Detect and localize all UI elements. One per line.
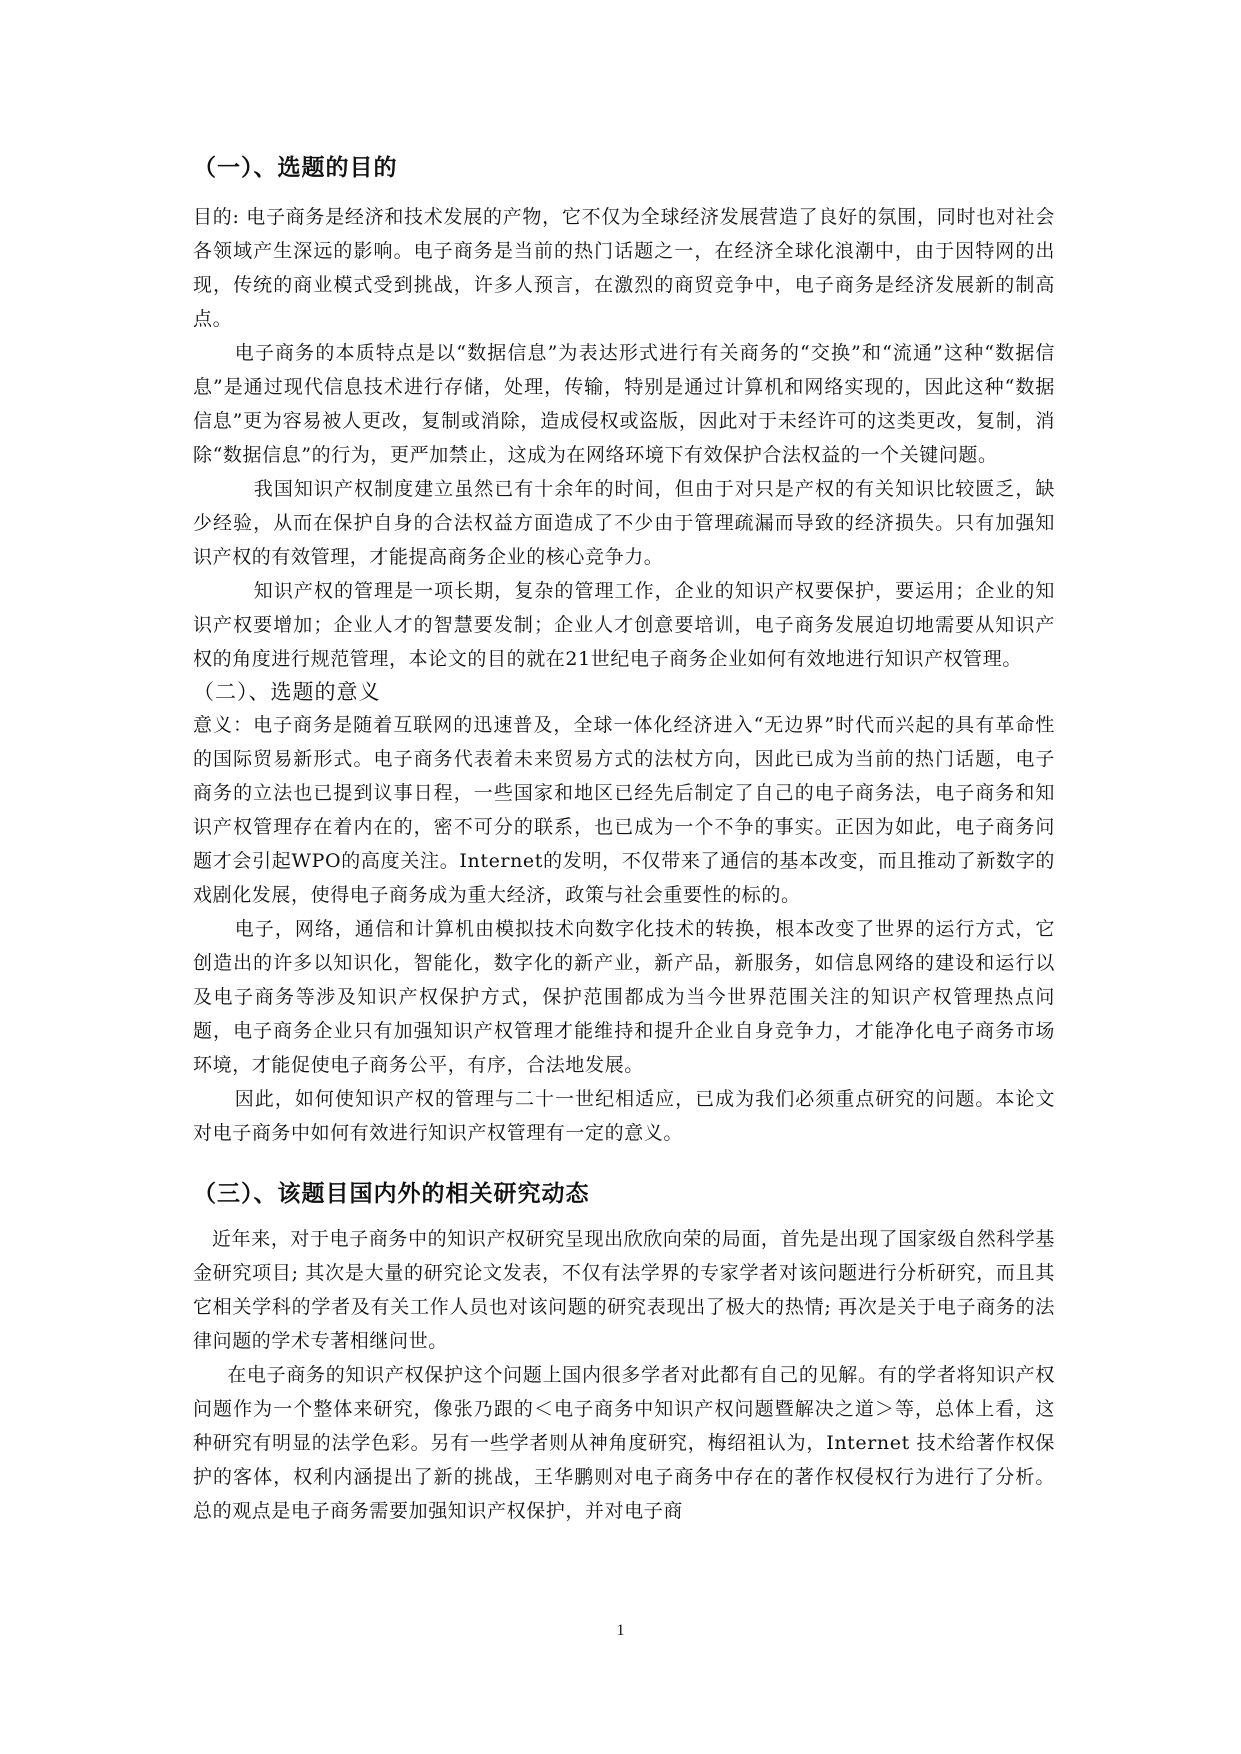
section-1-paragraph-4: 知识产权的管理是一项长期，复杂的管理工作，企业的知识产权要保护，要运用；企业的知识产权要增加；企业人才的智慧要发制；企业人才创意要培训，电子商务发展迫切地需要从知识产权的角度进行规范管理，本论文的目的就在21世纪电子商务企业如何有效地进行知识产权管理。 — [193, 580, 1055, 670]
section-2-paragraph-1: 意义：电子商务是随着互联网的迅速普及，全球一体化经济进入“无边界”时代而兴起的具有革命性的国际贸易新形式。电子商务代表着未来贸易方式的法杖方向，因此已成为当前的热门话题，电子商务的立法也已提到议事日程，一些国家和地区已经先后制定了自己的电子商务法，电子商务和知识产权管理存在着内在的，密不可分的联系，也已成为一个不争的事实。正因为如此，电子商务问题才会引起WPO的高度关注。Internet的发明，不仅带来了通信的基本改变，而且推动了新数字的戏剧化发展，使得电子商务成为重大经济，政策与社会重要性的标的。 — [193, 714, 1055, 906]
section-1-paragraph-1: 目的: 电子商务是经济和技术发展的产物，它不仅为全球经济发展营造了良好的氛围，同时也对社会各领域产生深远的影响。电子商务是当前的热门话题之一，在经济全球化浪潮中，由于因特网的出现，传统的商业模式受到挑战，许多人预言，在激烈的商贸竞争中，电子商务是经济发展新的制高点。 — [193, 206, 1055, 330]
page-number: 1 — [616, 1622, 625, 1639]
section-2-heading: （二）、选题的意义 — [193, 680, 381, 704]
page-content — [193, 150, 1055, 1528]
section-3-paragraph-1: 近年来，对于电子商务中的知识产权研究呈现出欣欣向荣的局面，首先是出现了国家级自然科学基金研究项目; 其次是大量的研究论文发表，不仅有法学界的专家学者对该问题进行分析研究，而且其它相关学科的学者及有关工作人员也对该问题的研究表现出了极大的热情; 再次是关于电子商务的法律问题的学术专著相继问世。 — [193, 1228, 1055, 1352]
section-1-paragraph-2: 电子商务的本质特点是以“数据信息”为表达形式进行有关商务的“交换”和“流通”这种“数据信息”是通过现代信息技术进行存储，处理，传输，特别是通过计算机和网络实现的，因此这种“数据信息”更为容易被人更改，复制或消除，造成侵权或盗版，因此对于未经许可的这类更改，复制，消除“数据信息”的行为，更严加禁止，这成为在网络环境下有效保护合法权益的一个关键问题。 — [193, 342, 1055, 466]
section-2-paragraph-3: 因此，如何使知识产权的管理与二十一世纪相适应，已成为我们必须重点研究的问题。本论文对电子商务中如何有效进行知识产权管理有一定的意义。 — [193, 1088, 1055, 1144]
section-1-heading: （一）、选题的目的 — [193, 155, 398, 181]
section-1-paragraph-3: 我国知识产权制度建立虽然已有十余年的时间，但由于对只是产权的有关知识比较匮乏，缺少经验，从而在保护自身的合法权益方面造成了不少由于管理疏漏而导致的经济损失。只有加强知识产权的有效管理，才能提高商务企业的核心竞争力。 — [193, 478, 1055, 568]
section-3-paragraph-2: 在电子商务的知识产权保护这个问题上国内很多学者对此都有自己的见解。有的学者将知识产权问题作为一个整体来研究，像张乃跟的＜电子商务中知识产权问题暨解决之道＞等，总体上看，这种研究有明显的法学色彩。另有一些学者则从神角度研究，梅绍祖认为，Internet 技术给著作权保护的客体，权利内涵提出了新的挑战，王华鹏则对电子商务中存在的著作权侵权行为进行了分析。总的观点是电子商务需要加强知识产权保护，并对电子商 — [193, 1364, 1055, 1522]
section-3-heading: （三）、该题目国内外的相关研究动态 — [193, 1181, 590, 1207]
section-2-paragraph-2: 电子，网络，通信和计算机由模拟技术向数字化技术的转换，根本改变了世界的运行方式，它创造出的许多以知识化，智能化，数字化的新产业，新产品，新服务，如信息网络的建设和运行以及电子商务等涉及知识产权保护方式，保护范围都成为当今世界范围关注的知识产权管理热点问题，电子商务企业只有加强知识产权管理才能维持和提升企业自身竞争力，才能净化电子商务市场环境，才能促使电子商务公平，有序，合法地发展。 — [193, 918, 1055, 1076]
